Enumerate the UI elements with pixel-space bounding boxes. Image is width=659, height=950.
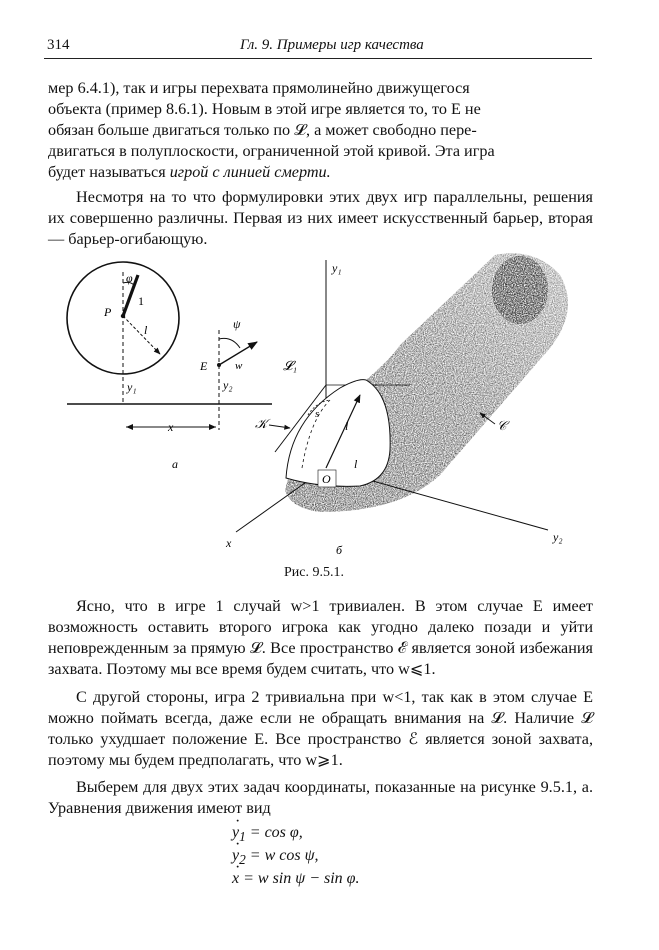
label-phi: φ [126, 271, 133, 285]
label-l-left: l [144, 323, 148, 337]
point-E [217, 363, 221, 367]
equation-1 [232, 824, 303, 845]
label-L1: 𝓛₁ [283, 358, 297, 373]
p1-line-3: обязан больше двигаться только по 𝓛, а может свободно пере- [48, 121, 477, 139]
label-x-left: x [168, 420, 174, 434]
label-y1-left: y₁ [127, 380, 137, 394]
equation-2 [232, 847, 319, 868]
label-y1-right: y₁ [332, 261, 342, 275]
label-E: E [200, 359, 208, 373]
label-y2-right: y₂ [553, 530, 563, 544]
label-b: б [336, 543, 343, 557]
paragraph-3: Ясно, что в игре 1 случай w>1 тривиален. В этом случае E имеет возможность оставить второго игрока как угодно далеко позади и уйти неповрежденным за прямую 𝓛. Все пространство ℰ является зоной избежания захвата. Поэтому мы все время будем считать, что w⩽1. [48, 597, 593, 678]
figure-caption: Рис. 9.5.1. [284, 565, 344, 580]
eq2-sub: 2 [239, 852, 246, 868]
equation-3 [232, 870, 360, 891]
label-a: a [172, 457, 178, 471]
eq1-lhs: · y [232, 824, 239, 842]
label-w: w [235, 360, 243, 372]
capture-cross-section [286, 380, 390, 487]
cylinder-far-cap [492, 256, 548, 324]
p1-line-5 [48, 162, 593, 183]
p1-line-1: мер 6.4.1), так и игры перехвата прямолинейно движущегося [48, 79, 470, 97]
p1-line-4: двигаться в полуплоскости, ограниченной этой кривой. Эта игра [48, 142, 495, 160]
label-l-boxed: l [354, 457, 358, 471]
label-s: s [315, 408, 320, 420]
label-1: 1 [138, 294, 144, 308]
label-K: 𝒦 [255, 416, 268, 431]
label-y2-left: y₂ [223, 378, 233, 392]
eq1-sub: 1 [239, 829, 246, 845]
chapter-title: Гл. 9. Примеры игр качества [240, 37, 424, 53]
label-P: P [104, 305, 112, 319]
psi-arc [219, 338, 240, 348]
label-l-box [350, 455, 365, 471]
paragraph-2: Несмотря на то что формулировки этих двух игр параллельны, решения их совершенно различны. Первая из них имеет искусственный барьер, вторая — барьер-огибающую. [48, 188, 593, 248]
figure-9-5-1 [40, 250, 600, 565]
diagram-b [225, 253, 568, 557]
game-name: игрой с линией смерти. [169, 163, 331, 181]
label-x-right: x [226, 536, 232, 550]
paragraph-1 [48, 78, 593, 183]
eq3-lhs: · x [232, 870, 239, 888]
eq2-rhs: = w cos ψ, [245, 847, 319, 864]
header-rule [44, 58, 592, 59]
p1-line-2: объекта (пример 8.6.1). Новым в этой игре является то, то E не [48, 100, 481, 118]
diagram-a [67, 262, 272, 471]
K-pointer [269, 425, 290, 428]
radius-l-dash [123, 316, 160, 354]
label-O: O [322, 472, 331, 486]
page-number: 314 [47, 37, 70, 53]
label-C: 𝒞 [497, 418, 507, 433]
eq1-rhs: = cos φ, [245, 824, 303, 841]
p1-line-5-text: будет называться [48, 163, 166, 181]
paragraph-4: С другой стороны, игра 2 тривиальна при w<1, так как в этом случае E можно поймать всегда, даже если не обращать внимания на 𝓛. Наличие 𝓛 только ухудшает положение E. Все пространство ℰ является зоной захвата, поэтому мы будем предполагать, что w⩾1. [48, 688, 593, 769]
label-psi: ψ [233, 317, 241, 331]
eq3-rhs: = w sin ψ − sin φ. [239, 870, 360, 887]
paragraph-5: Выберем для двух этих задач координаты, показанные на рисунке 9.5.1, a. Уравнения движения имеют вид [48, 778, 593, 817]
point-P [121, 314, 125, 318]
eq2-lhs: · y [232, 847, 239, 865]
label-l-right: l [345, 419, 349, 433]
